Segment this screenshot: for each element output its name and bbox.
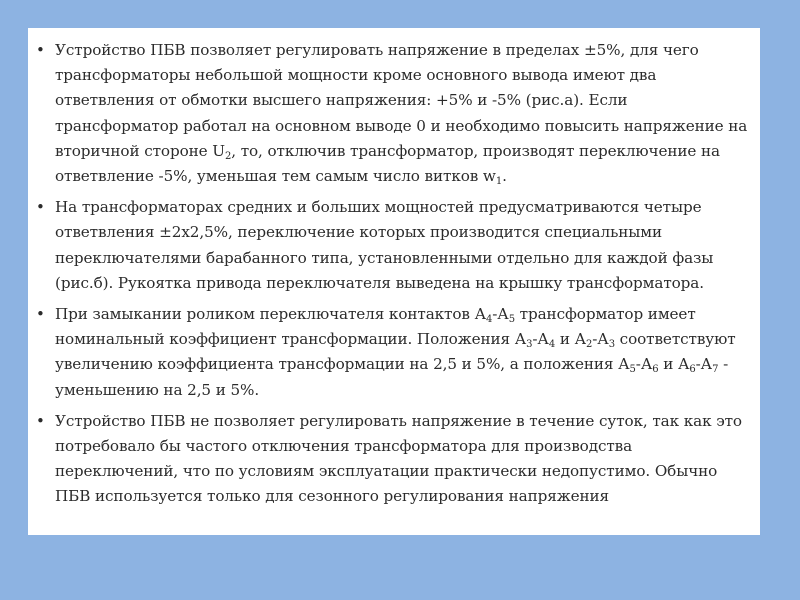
bullet-icon: • [36, 411, 45, 430]
bullet-text: Устройство ПБВ не позволяет регулировать напряжение в течение суток, так как это потребовало бы частого отключения трансформатора для производства переключений, что по условиям эксплуатации практически недопустимо. Обычно ПБВ используется только для сезонного регулирования напряжения [55, 411, 742, 506]
subscript: 2 [585, 339, 593, 351]
subscript: 6 [689, 364, 696, 376]
bullet-text: , то, отключив трансформатор, производят переключение на ответвление -5%, уменьшая тем самым число витков w [55, 141, 720, 186]
bullet-item-contact-positions [36, 302, 752, 403]
subscript: 2 [224, 150, 232, 162]
bullet-list [36, 38, 752, 510]
subscript: 5 [629, 364, 636, 376]
subscript: 6 [652, 364, 659, 376]
bullet-text: При замыкании роликом переключателя контактов А [55, 305, 486, 324]
bullet-icon: • [36, 41, 45, 59]
bullet-item-pbv-range [36, 38, 752, 189]
bullet-text: трансформатор имеет номинальный коэффициент трансформации. Положения А [55, 305, 696, 349]
bullet-text: и А [658, 355, 690, 374]
subscript: 4 [548, 339, 556, 351]
bullet-icon: • [36, 305, 45, 324]
bullet-text: соответствуют увеличению коэффициента трансформации на 2,5 и 5%, а положения А [55, 330, 736, 374]
subscript: 1 [495, 176, 503, 188]
bullet-item-daily-regulation [36, 409, 752, 510]
subscript: 5 [508, 314, 515, 326]
bullet-text: . [502, 167, 507, 186]
bullet-icon: • [36, 198, 45, 217]
bullet-text: На трансформаторах средних и больших мощностей предусматриваются четыре ответвления ±2х2,5%, переключение которых производится специальными переключателями барабанного типа, установленными отдельно для каждой фазы (рис.б). Рукоятка привода переключателя выведена на крышку трансформатора. [55, 198, 714, 292]
bullet-text: -А [532, 330, 549, 349]
subscript: 7 [712, 364, 719, 376]
subscript: 3 [608, 339, 615, 351]
bullet-text: -А [695, 355, 713, 374]
subscript: 4 [485, 314, 493, 326]
bullet-text: -А [635, 355, 653, 374]
bullet-text: -А [592, 330, 609, 349]
bullet-text: - уменьшению на 2,5 и 5%. [55, 355, 729, 399]
slide-content-card [28, 28, 760, 535]
subscript: 3 [526, 339, 533, 351]
bullet-text: Устройство ПБВ позволяет регулировать напряжение в пределах ±5%, для чего трансформаторы небольшой мощности кроме основного вывода имеют два ответвления от обмотки высшего напряжения: +5% и -5% (рис.а). Если трансформатор работал на основном выводе 0 и необходимо повысить напряжение на вторичной стороне U [55, 41, 748, 160]
bullet-text: и А [555, 330, 586, 349]
bullet-item-large-transformers [36, 195, 752, 296]
bullet-text: -А [492, 305, 509, 324]
